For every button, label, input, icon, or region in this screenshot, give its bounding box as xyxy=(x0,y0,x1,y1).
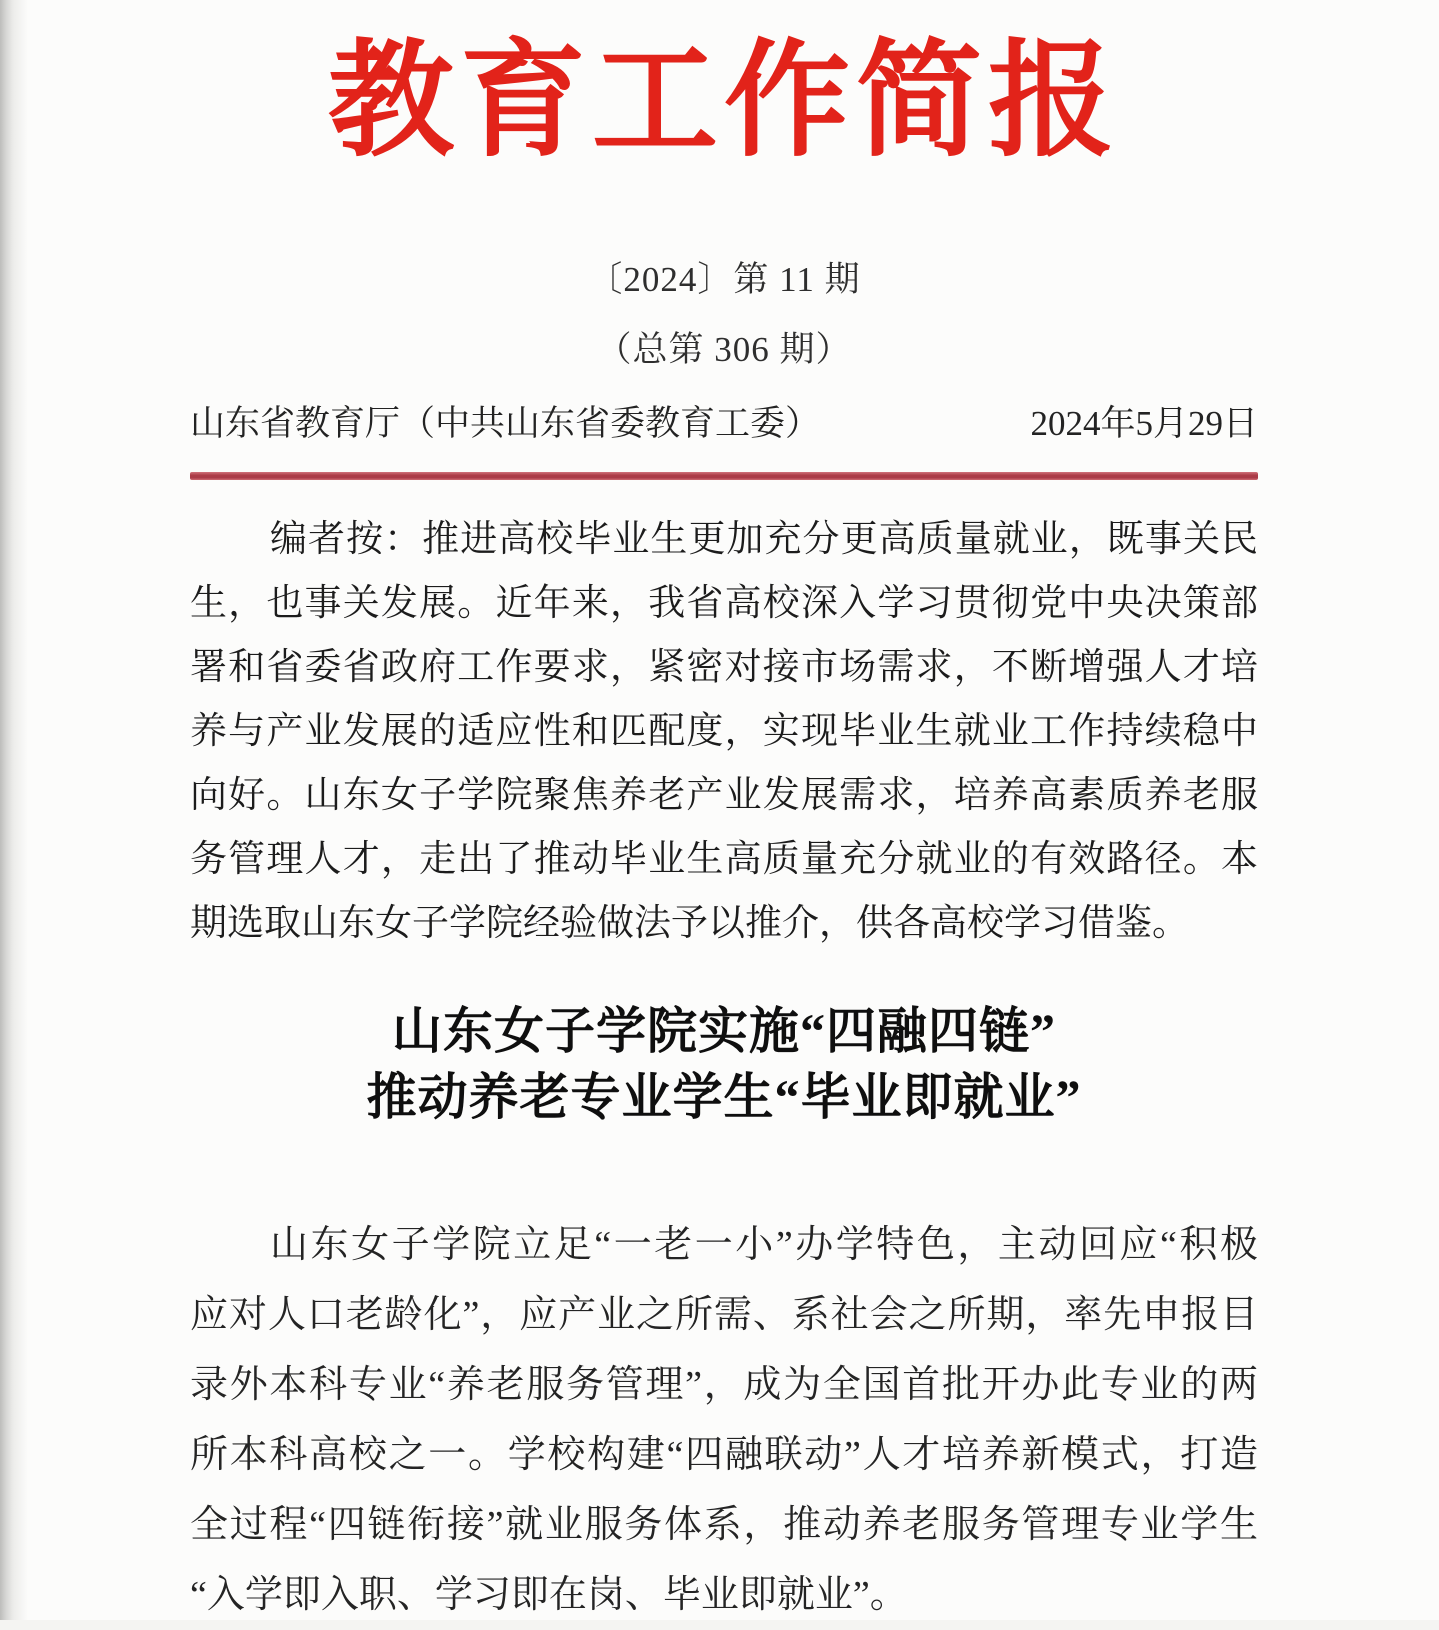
editor-note-line: 养与产业发展的适应性和匹配度，实现毕业生就业工作持续稳中 xyxy=(190,711,1258,752)
article-body-line: “入学即入职、学习即在岗、毕业即就业”。 xyxy=(190,1574,908,1616)
article-body-line: 应对人口老龄化”，应产业之所需、系社会之所期，率先申报目 xyxy=(190,1294,1258,1336)
issue-date: 2024年5月29日 xyxy=(1030,404,1258,443)
editor-note xyxy=(190,508,1258,956)
editor-note-line: 署和省委省政府工作要求，紧密对接市场需求，不断增强人才培 xyxy=(190,647,1258,688)
editor-note-line: 务管理人才，走出了推动毕业生高质量充分就业的有效路径。本 xyxy=(190,839,1258,880)
issue-number: 〔2024〕第 11 期 xyxy=(587,260,861,299)
editor-note-line: 编者按：推进高校毕业生更加充分更高质量就业，既事关民 xyxy=(270,519,1258,560)
article-title xyxy=(190,998,1258,1130)
article-body-line: 录外本科专业“养老服务管理”，成为全国首批开办此专业的两 xyxy=(190,1364,1258,1406)
publisher-name: 山东省教育厅（中共山东省委教育工委） xyxy=(190,404,821,443)
article-title-line1: 山东女子学院实施“四融四链” xyxy=(392,1003,1056,1059)
editor-note-line: 期选取山东女子学院经验做法予以推介，供各高校学习借鉴。 xyxy=(190,903,1189,944)
article-body-line: 所本科高校之一。学校构建“四融联动”人才培养新模式，打造 xyxy=(190,1434,1258,1476)
article-body-line: 全过程“四链衔接”就业服务体系，推动养老服务管理专业学生 xyxy=(190,1504,1258,1546)
scan-edge xyxy=(0,0,30,1620)
article-body xyxy=(190,1210,1258,1630)
article-title-line2: 推动养老专业学生“毕业即就业” xyxy=(366,1069,1082,1125)
article-body-line: 山东女子学院立足“一老一小”办学特色，主动回应“积极 xyxy=(270,1224,1258,1266)
cumulative-issue-number: （总第 306 期） xyxy=(596,330,852,369)
masthead-rule xyxy=(190,472,1258,480)
publisher-row xyxy=(190,402,1258,446)
bulletin-title: 教育工作简报 xyxy=(328,33,1120,172)
editor-note-line: 向好。山东女子学院聚焦养老产业发展需求，培养高素质养老服 xyxy=(190,775,1258,816)
editor-note-line: 生，也事关发展。近年来，我省高校深入学习贯彻党中央决策部 xyxy=(190,583,1258,624)
bulletin-content xyxy=(190,0,1258,1630)
